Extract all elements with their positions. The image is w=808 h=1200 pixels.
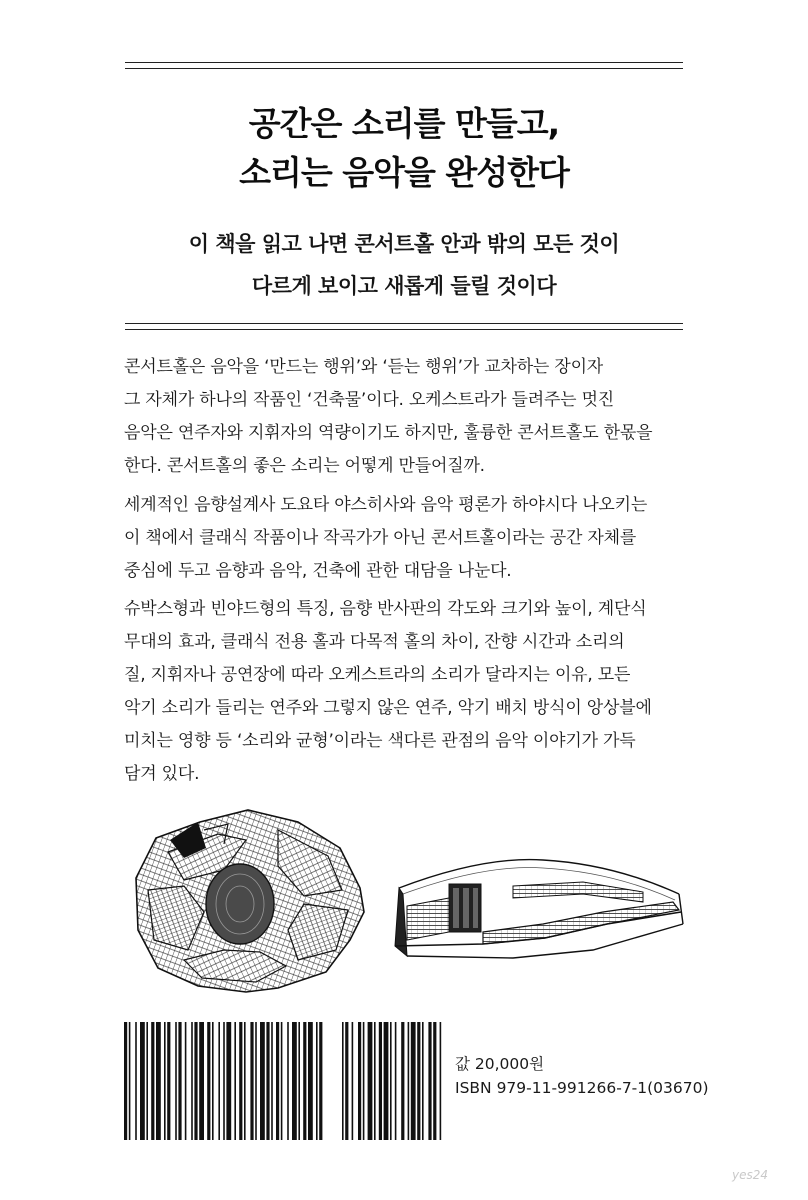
body-line: 그 자체가 하나의 작품인 ‘건축물’이다. 오케스트라가 들려주는 멋진 [124,390,615,410]
body-line: 악기 소리가 들리는 연주와 그렇지 않은 연주, 악기 배치 방식이 앙상블에 [124,698,652,718]
body-line: 슈박스형과 빈야드형의 특징, 음향 반사판의 각도와 크기와 높이, 계단식 [124,599,647,619]
body-line: 무대의 효과, 클래식 전용 홀과 다목적 홀의 차이, 잔향 시간과 소리의 [124,632,625,652]
body-line: 담겨 있다. [124,764,200,784]
mid-rule-1 [125,323,683,324]
concert-hall-section-icon [393,846,693,964]
headline-line-1: 공간은 소리를 만들고, [248,104,560,143]
body-line: 콘서트홀은 음악을 ‘만드는 행위’와 ‘듣는 행위’가 교차하는 장이자 [124,357,604,377]
price-label: 값 20,000원 [455,1055,545,1073]
body-line: 미치는 영향 등 ‘소리와 균형’이라는 색다른 관점의 음악 이야기가 가득 [124,731,636,751]
watermark-text: yes24 [731,1168,768,1182]
mid-rule-2 [125,329,683,330]
top-rule-1 [125,62,683,63]
subheadline-line-2: 다르게 보이고 새롭게 들릴 것이다 [251,274,557,298]
body-line: 한다. 콘서트홀의 좋은 소리는 어떻게 만들어질까. [124,456,485,476]
isbn-number: ISBN 979-11-991266-7-1(03670) [455,1079,709,1097]
barcode-icon [124,1022,442,1140]
body-line: 중심에 두고 음향과 음악, 건축에 관한 대담을 나눈다. [124,561,512,581]
top-rule-2 [125,68,683,69]
headline-line-2: 소리는 음악을 완성한다 [239,153,569,192]
body-line: 이 책에서 클래식 작품이나 작곡가가 아닌 콘서트홀이라는 공간 자체를 [124,528,637,548]
body-line: 세계적인 음향설계사 도요타 야스히사와 음악 평론가 하야시다 나오키는 [124,495,648,515]
vineyard-hall-plan-icon [128,800,373,1000]
body-line: 음악은 연주자와 지휘자의 역량이기도 하지만, 훌륭한 콘서트홀도 한몫을 [124,423,653,443]
body-line: 질, 지휘자나 공연장에 따라 오케스트라의 소리가 달라지는 이유, 모든 [124,665,631,685]
subheadline-line-1: 이 책을 읽고 나면 콘서트홀 안과 밖의 모든 것이 [188,232,620,256]
